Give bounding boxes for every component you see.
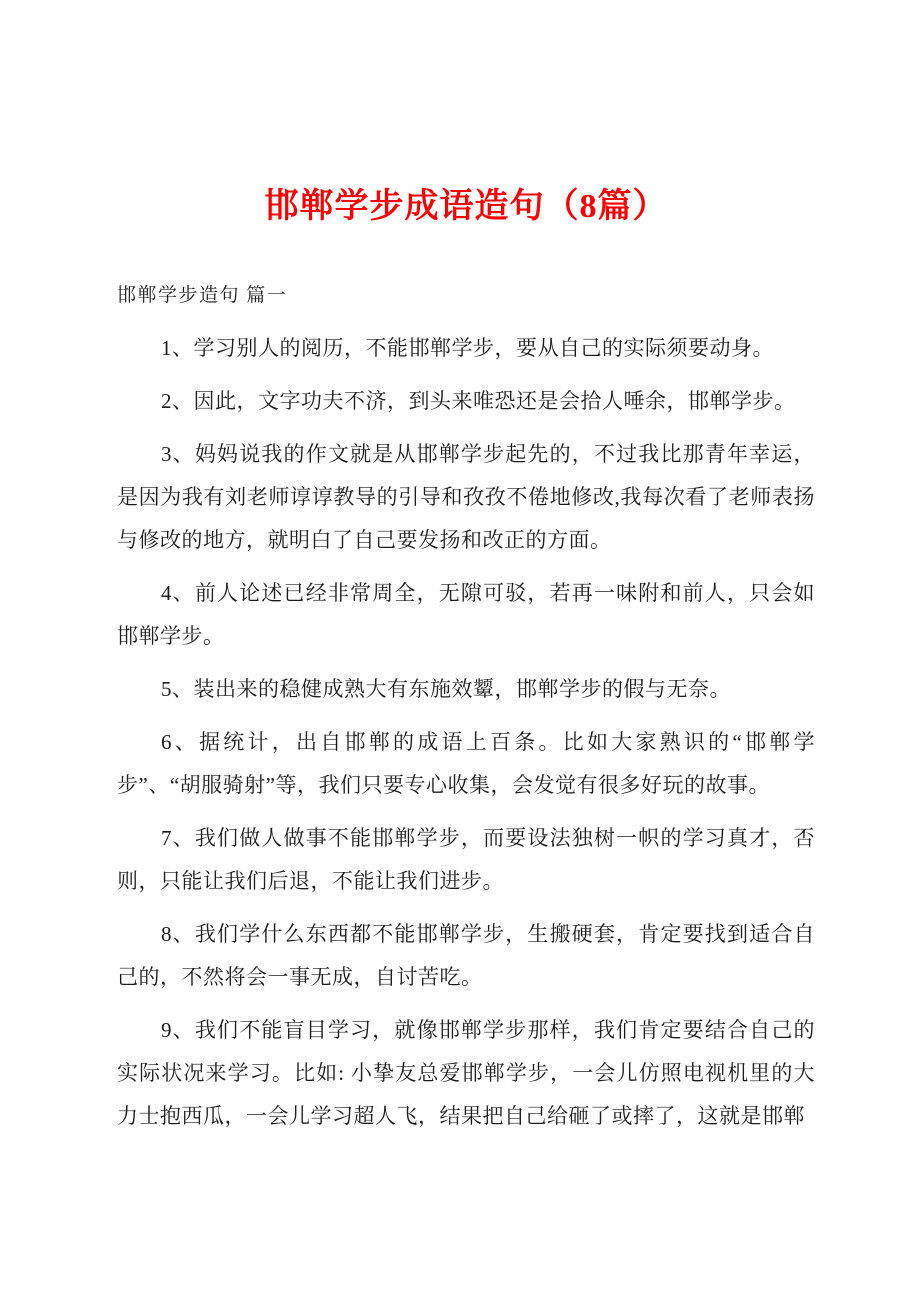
paragraph: 9、我们不能盲目学习，就像邯郸学步那样，我们肯定要结合自己的实际状况来学习。比如: 小挚友总爱邯郸学步，一会儿仿照电视机里的大力士抱西瓜，一会儿学习超人飞，结果把自己给砸了或摔了，这就是邯郸 bbox=[117, 1018, 815, 1128]
paragraph: 8、我们学什么东西都不能邯郸学步，生搬硬套，肯定要找到适合自己的，不然将会一事无成，自讨苦吃。 bbox=[117, 922, 815, 989]
paragraph: 2、因此，文字功夫不济，到头来唯恐还是会拾人唾余，邯郸学步。 bbox=[161, 389, 796, 413]
paragraph-list bbox=[117, 327, 815, 1138]
paragraph: 5、装出来的稳健成熟大有东施效颦，邯郸学步的假与无奈。 bbox=[161, 677, 731, 701]
document-title: 邯郸学步成语造句（8篇） bbox=[264, 188, 668, 225]
section-heading: 邯郸学步造句 篇一 bbox=[117, 285, 288, 306]
paragraph: 3、妈妈说我的作文就是从邯郸学步起先的，不过我比那青年幸运，是因为我有刘老师谆谆教导的引导和孜孜不倦地修改,我每次看了老师表扬与修改的地方，就明白了自己要发扬和改正的方面。 bbox=[117, 442, 815, 552]
paragraph: 7、我们做人做事不能邯郸学步，而要设法独树一帜的学习真才，否则，只能让我们后退，不能让我们进步。 bbox=[117, 826, 815, 893]
paragraph: 1、学习别人的阅历，不能邯郸学步，要从自己的实际须要动身。 bbox=[161, 336, 774, 360]
paragraph: 4、前人论述已经非常周全，无隙可驳，若再一味附和前人，只会如邯郸学步。 bbox=[117, 581, 815, 648]
paragraph: 6、据统计，出自邯郸的成语上百条。比如大家熟识的“邯郸学步”、“胡服骑射”等，我们只要专心收集，会发觉有很多好玩的故事。 bbox=[117, 730, 815, 797]
